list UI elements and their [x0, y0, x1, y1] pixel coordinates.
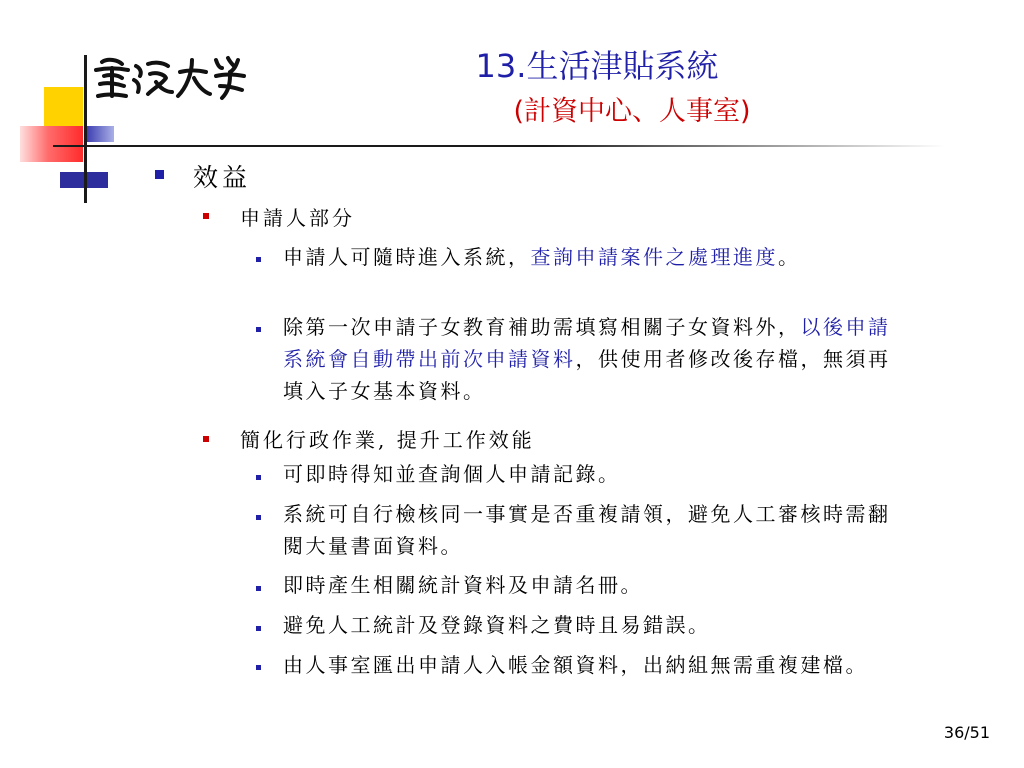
group-label: 申請人部分 [240, 206, 355, 230]
bullet-level2 [203, 213, 209, 219]
item-text: 由人事室匯出申請人入帳金額資料，出納組無需重複建檔。 [283, 653, 868, 677]
item-highlight: 以後申請系統會自動帶出前次申請資料 [283, 315, 891, 371]
bullet-level1 [155, 170, 164, 179]
item-text: 避免人工統計及登錄資料之費時且易錯誤。 [283, 613, 711, 637]
list-item [283, 458, 908, 490]
title-divider-line [53, 145, 945, 147]
item-text: ，供使用者修改後存檔，無須再填入子女基本資料。 [283, 347, 891, 403]
bullet-level3 [256, 327, 261, 332]
list-item [283, 311, 908, 407]
list-item [283, 569, 908, 601]
list-item [283, 241, 908, 273]
list-item [283, 498, 908, 562]
list-item [283, 649, 908, 681]
bullet-level3 [256, 475, 261, 480]
item-text: 可即時得知並查詢個人申請記錄。 [283, 462, 621, 486]
bullet-level3 [256, 515, 261, 520]
slide-title-number: 13. [475, 47, 527, 85]
item-text: 。 [778, 245, 801, 269]
slide-title-text: 生活津貼系統 [526, 47, 719, 85]
bullet-level3 [256, 665, 261, 670]
list-item [283, 609, 908, 641]
item-text: 除第一次申請子女教育補助需填寫相關子女資料外， [283, 315, 801, 339]
section-heading: 效益 [193, 163, 252, 192]
item-text: 系統可自行檢核同一事實是否重複請領，避免人工審核時需翻閱大量書面資料。 [283, 502, 891, 558]
slide-subtitle: (計資中心、人事室) [513, 96, 751, 127]
bullet-level3 [256, 626, 261, 631]
slide-title [0, 44, 1024, 88]
item-text: 即時產生相關統計資料及申請名冊。 [283, 573, 643, 597]
bullet-level3 [256, 586, 261, 591]
group-label: 簡化行政作業, 提升工作效能 [240, 428, 535, 452]
bullet-level3 [256, 257, 261, 262]
bullet-level2 [203, 436, 209, 442]
decor-red-square [20, 126, 83, 162]
item-highlight: 查詢申請案件之處理進度 [530, 245, 778, 269]
page-number: 36/51 [943, 723, 990, 742]
item-text: 申請人可隨時進入系統， [283, 245, 531, 269]
